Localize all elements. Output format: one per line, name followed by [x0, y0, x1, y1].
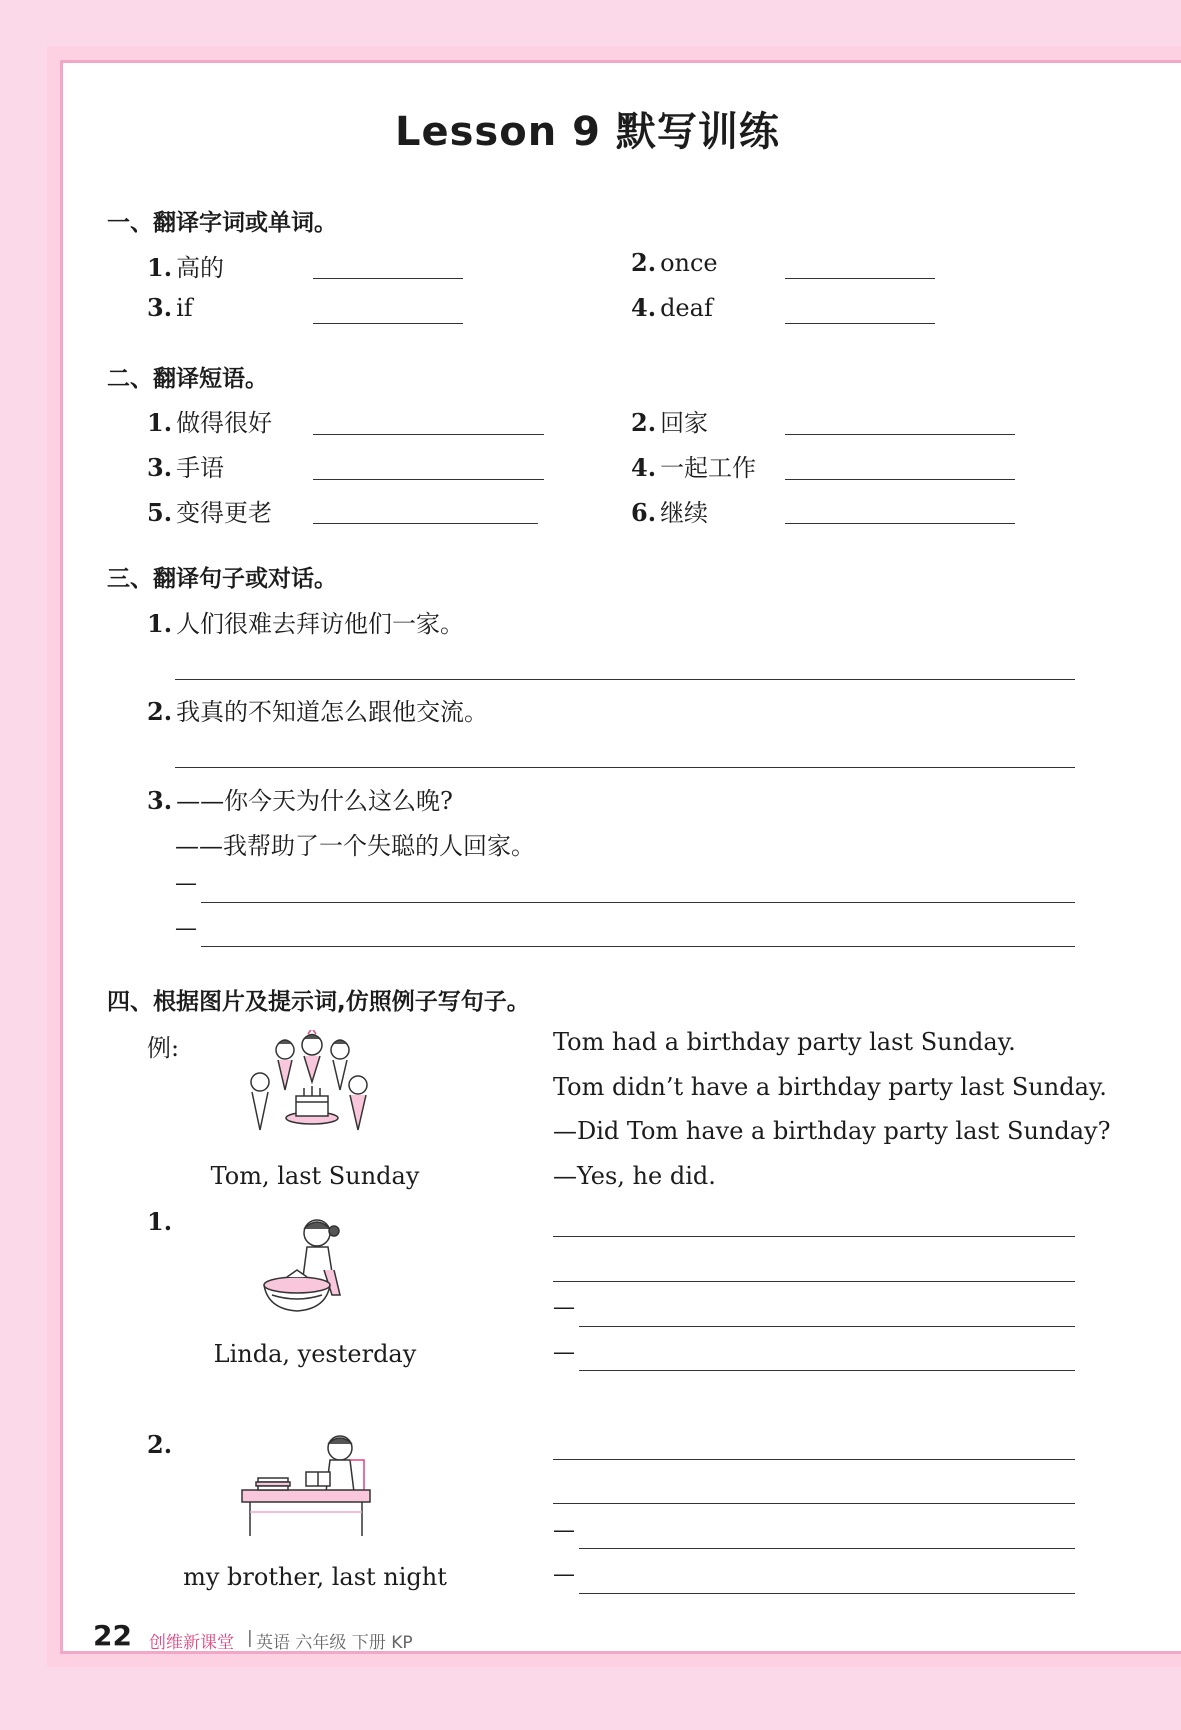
s2-answer-blank-5[interactable] [313, 523, 538, 524]
s2-answer-blank-3[interactable] [313, 479, 544, 480]
s2-item-1: 1. 做得很好 [147, 408, 273, 437]
s3-item-3-line-1: 3. ——你今天为什么这么晚? [147, 786, 453, 815]
section-4-heading: 四、根据图片及提示词,仿照例子写句子。 [107, 989, 530, 1015]
footer-book-info: 英语 六年级 下册 KP [256, 1633, 413, 1653]
brother-reading-illustration [238, 1432, 383, 1542]
task-2-dash-2: — [553, 1562, 575, 1587]
s2-item-2: 2. 回家 [631, 408, 709, 437]
section-3-heading: 三、翻译句子或对话。 [107, 566, 337, 592]
s3-answer-line-3[interactable] [201, 902, 1075, 903]
task-1-line-4[interactable] [579, 1370, 1075, 1371]
s1-answer-blank-1[interactable] [313, 278, 463, 279]
s2-answer-blank-6[interactable] [785, 523, 1015, 524]
s2-answer-blank-4[interactable] [785, 479, 1015, 480]
section-1-heading: 一、翻译字词或单词。 [107, 210, 337, 236]
task-1-line-1[interactable] [553, 1236, 1075, 1237]
task-1-caption: Linda, yesterday [213, 1340, 417, 1368]
page-number: 22 [93, 1619, 132, 1652]
example-sentence-2: Tom didn’t have a birthday party last Sunday. [553, 1073, 1107, 1101]
s3-item-2: 2. 我真的不知道怎么跟他交流。 [147, 697, 489, 726]
task-2-dash-1: — [553, 1518, 575, 1543]
example-sentence-3: —Did Tom have a birthday party last Sunday? [553, 1117, 1111, 1145]
s3-item-1: 1. 人们很难去拜访他们一家。 [147, 609, 465, 638]
s1-answer-blank-3[interactable] [313, 323, 463, 324]
s3-answer-line-2[interactable] [175, 767, 1075, 768]
s3-dash-1: — [175, 871, 197, 896]
example-sentence-1: Tom had a birthday party last Sunday. [553, 1028, 1016, 1056]
s1-item-1: 1. 高的 [147, 253, 225, 282]
task-2-line-4[interactable] [579, 1593, 1075, 1594]
task-1-line-2[interactable] [553, 1281, 1075, 1282]
section-2-heading: 二、翻译短语。 [107, 366, 268, 392]
s2-item-4: 4. 一起工作 [631, 453, 757, 482]
task-1-line-3[interactable] [579, 1326, 1075, 1327]
example-label: 例: [147, 1034, 180, 1062]
example-sentence-4: —Yes, he did. [553, 1162, 716, 1190]
s3-item-3-line-2: ——我帮助了一个失聪的人回家。 [175, 832, 535, 860]
s2-item-5: 5. 变得更老 [147, 498, 273, 527]
footer-separator: | [247, 1628, 253, 1648]
linda-washing-illustration [262, 1215, 362, 1325]
task-2-line-1[interactable] [553, 1459, 1075, 1460]
task-2-line-2[interactable] [553, 1503, 1075, 1504]
example-caption: Tom, last Sunday [210, 1162, 420, 1190]
s2-answer-blank-2[interactable] [785, 434, 1015, 435]
task-2-line-3[interactable] [579, 1548, 1075, 1549]
s1-answer-blank-2[interactable] [785, 278, 935, 279]
task-2-number: 2. [147, 1430, 173, 1459]
s1-item-3: 3. if [147, 293, 193, 322]
footer-brand: 创维新课堂 [149, 1633, 234, 1653]
s2-item-3: 3. 手语 [147, 453, 225, 482]
task-1-dash-1: — [553, 1295, 575, 1320]
s1-item-4: 4. deaf [631, 293, 713, 322]
task-2-caption: my brother, last night [183, 1563, 447, 1591]
s3-answer-line-1[interactable] [175, 679, 1075, 680]
s3-dash-2: — [175, 916, 197, 941]
page-title: Lesson 9 默写训练 [395, 109, 780, 155]
task-1-number: 1. [147, 1207, 173, 1236]
birthday-party-illustration [240, 1030, 380, 1140]
s3-answer-line-4[interactable] [201, 946, 1075, 947]
s1-answer-blank-4[interactable] [785, 323, 935, 324]
s2-item-6: 6. 继续 [631, 498, 709, 527]
s2-answer-blank-1[interactable] [313, 434, 544, 435]
s1-item-2: 2. once [631, 248, 718, 277]
task-1-dash-2: — [553, 1340, 575, 1365]
